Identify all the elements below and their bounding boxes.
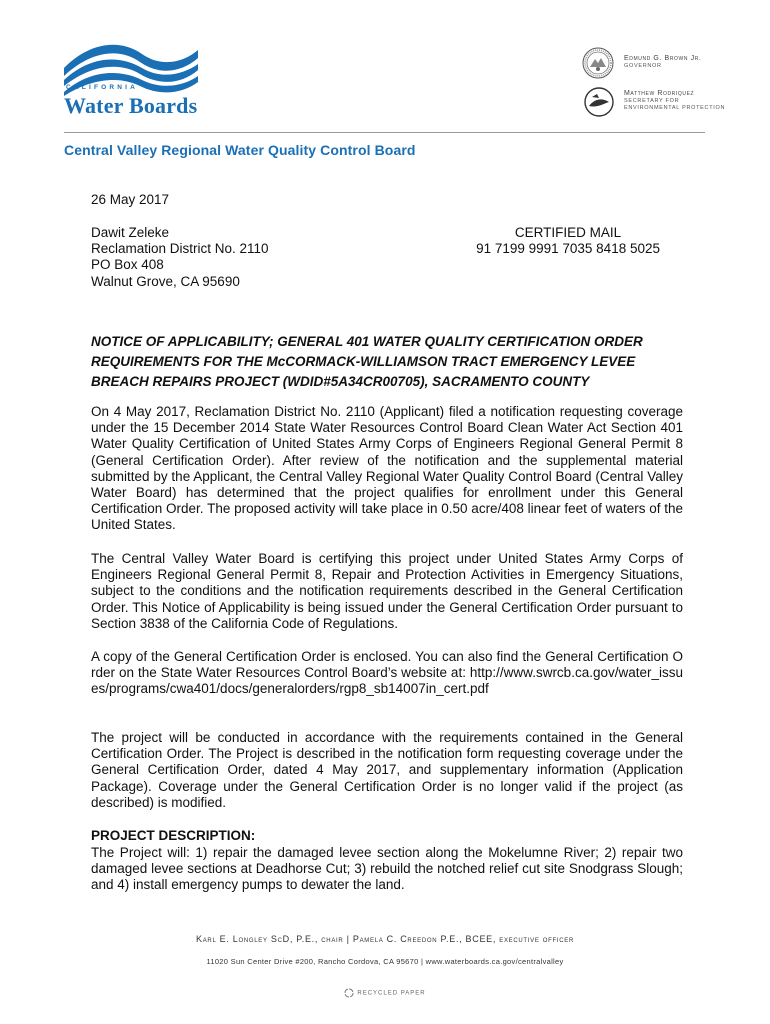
letterhead-divider: [64, 132, 705, 133]
logo-name-text: Water Boards: [64, 93, 198, 118]
calepa-emblem-icon: [583, 86, 615, 118]
recycle-icon: [344, 988, 354, 998]
recipient-line: PO Box 408: [91, 257, 164, 273]
letter-date: 26 May 2017: [91, 192, 170, 207]
recycled-paper-text: RECYCLED PAPER: [357, 990, 426, 997]
recipient-line: Walnut Grove, CA 95690: [91, 273, 240, 289]
footer-address: 11020 Sun Center Drive #200, Rancho Cordova, CA 95670 | www.waterboards.ca.gov/centralvalley: [206, 957, 564, 966]
governor-name: Edmund G. Brown Jr.: [624, 55, 702, 62]
letter-subject: NOTICE OF APPLICABILITY; GENERAL 401 WATER QUALITY CERTIFICATION ORDER REQUIREMENTS FOR THE McCORMACK-WILLIAMSON TRACT EMERGENCY LEVEE BREACH REPAIRS PROJECT (WDID#5A34CR00705), SACRAMENTO COUNTY: [91, 334, 643, 389]
secretary-title-2: ENVIRONMENTAL PROTECTION: [624, 105, 726, 111]
state-seal-icon: [582, 47, 614, 79]
secretary-block: [624, 90, 725, 113]
board-title: Central Valley Regional Water Quality Control Board: [64, 142, 416, 158]
certified-mail-block: [476, 225, 660, 257]
body-paragraph: A copy of the General Certification Order is enclosed. You can also find the General Certification Order on the State Water Resources Control Board’s website at: http://www.swrcb.ca.gov/water_issues/programs/cwa401/docs/generalorders/rgp8_sb14007in_cert.pdf: [91, 649, 683, 697]
certified-mail-number: 91 7199 9991 7035 8418 5025: [476, 241, 660, 257]
governor-block: [624, 55, 701, 70]
governor-title: GOVERNOR: [624, 62, 662, 69]
secretary-name: Matthew Rodriquez: [624, 90, 695, 97]
project-description: The Project will: 1) repair the damaged levee section along the Mokelumne River; 2) repair two damaged levee sections at Deadhorse Cut; 3) rebuild the notched relief cut site Snodgrass Slough; and 4) install emergency pumps to dewater the land.: [91, 845, 683, 893]
footer-officers: Karl E. Longley ScD, P.E., chair | Pamela C. Creedon P.E., BCEE, executive officer: [196, 934, 574, 944]
recipient-line: Reclamation District No. 2110: [91, 241, 269, 257]
section-heading: PROJECT DESCRIPTION:: [91, 828, 256, 843]
certified-mail-label: CERTIFIED MAIL: [514, 225, 622, 240]
secretary-title-1: SECRETARY FOR: [624, 97, 680, 104]
logo-state-text: CALIFORNIA: [66, 84, 139, 91]
recipient-line: Dawit Zeleke: [91, 225, 170, 240]
body-paragraph: The project will be conducted in accordance with the requirements contained in the General Certification Order. The Project is described in the notification form requesting coverage under the General Certification Order, dated 4 May 2017, and supplementary information (Application Package). Coverage under the General Certification Order is no longer valid if the project (as described) is modified.: [91, 730, 683, 810]
body-paragraph: The Central Valley Water Board is certifying this project under United States Army Corps of Engineers Regional General Permit 8, Repair and Protection Activities in Emergency Situations, subject to the conditions and the notification requirements described in the General Certification Order. This Notice of Applicability is being issued under the General Certification Order pursuant to Section 3838 of the California Code of Regulations.: [91, 551, 683, 631]
body-paragraph: On 4 May 2017, Reclamation District No. 2110 (Applicant) filed a notification requesting coverage under the 15 December 2014 State Water Resources Control Board Clean Water Act Section 401 Water Quality Certification of United States Army Corps of Engineers Regional General Permit 8 (General Certification Order). After review of the notification and the supplemental material submitted by the Applicant, the Central Valley Regional Water Quality Control Board (Central Valley Water Board) has determined that the project qualifies for enrollment under this General Certification Order. The proposed activity will take place in 0.50 acre/408 linear feet of waters of the United States.: [91, 404, 683, 533]
recipient-address: [91, 225, 269, 290]
recycled-paper-mark: [0, 988, 770, 998]
